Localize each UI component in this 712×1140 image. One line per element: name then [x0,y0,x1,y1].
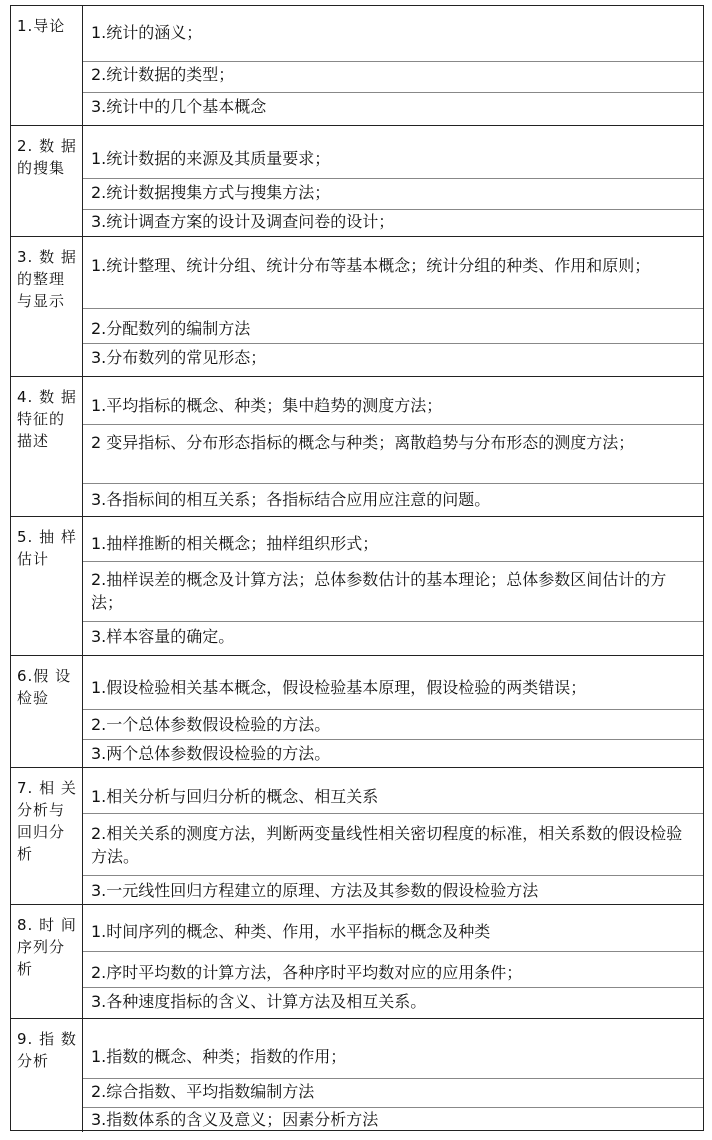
section-1-body [83,6,703,125]
section-5-item-3: 3.样本容量的确定。 [91,627,235,646]
divider [83,951,703,952]
section-8-item-1: 1.时间序列的概念、种类、作用，水平指标的概念及种类 [91,922,491,941]
section-9-item-3: 3.指数体系的含义及意义；因素分析方法 [91,1110,379,1129]
divider [83,561,703,562]
section-7-body [83,768,703,904]
section-5 [11,517,703,656]
section-4-title: 4. 数 据特征的描述 [11,377,83,516]
section-7-item-3: 3.一元线性回归方程建立的原理、方法及其参数的假设检验方法 [91,881,539,900]
section-3-item-1: 1.统计整理、统计分组、统计分布等基本概念；统计分组的种类、作用和原则； [91,256,651,275]
section-6 [11,656,703,768]
section-2-item-1: 1.统计数据的来源及其质量要求； [91,149,331,168]
section-6-body [83,656,703,767]
section-4-item-3: 3.各指标间的相互关系；各指标结合应用应注意的问题。 [91,490,491,509]
section-1-item-2: 2.统计数据的类型； [91,65,235,84]
section-2 [11,126,703,237]
section-1 [11,6,703,126]
section-4-body [83,377,703,516]
section-1-item-1: 1.统计的涵义； [91,23,203,42]
divider [83,343,703,344]
divider [83,92,703,93]
divider [83,1078,703,1079]
section-6-item-2: 2.一个总体参数假设检验的方法。 [91,715,331,734]
section-9-title: 9. 指 数分析 [11,1019,83,1132]
syllabus-table [10,5,704,1131]
section-9-body [83,1019,703,1132]
section-7 [11,768,703,905]
section-8 [11,905,703,1019]
divider [83,178,703,179]
section-3-item-3: 3.分布数列的常见形态； [91,348,267,367]
section-2-body [83,126,703,236]
section-7-title: 7. 相 关分析与回归分析 [11,768,83,904]
section-7-item-2: 2.相关关系的测度方法，判断两变量线性相关密切程度的标准，相关系数的假设检验方法。 [91,824,683,866]
section-3 [11,237,703,377]
section-3-title: 3. 数 据的整理与显示 [11,237,83,376]
section-7-item-1: 1.相关分析与回归分析的概念、相互关系 [91,787,379,806]
section-5-item-1: 1.抽样推断的相关概念；抽样组织形式； [91,534,379,553]
section-3-item-2: 2.分配数列的编制方法 [91,319,251,338]
section-8-title: 8. 时 间序列分析 [11,905,83,1018]
section-2-item-2: 2.统计数据搜集方式与搜集方法； [91,183,331,202]
section-9 [11,1019,703,1132]
section-4-item-1: 1.平均指标的概念、种类；集中趋势的测度方法； [91,396,443,415]
divider [83,709,703,710]
divider [83,621,703,622]
section-2-item-3: 3.统计调查方案的设计及调查问卷的设计； [91,212,395,231]
section-2-title: 2. 数 据的搜集 [11,126,83,236]
divider [83,875,703,876]
divider [83,308,703,309]
section-8-body [83,905,703,1018]
section-9-item-2: 2.综合指数、平均指数编制方法 [91,1082,315,1101]
section-3-body [83,237,703,376]
section-8-item-2: 2.序时平均数的计算方法，各种序时平均数对应的应用条件； [91,963,523,982]
section-4 [11,377,703,517]
section-5-item-2: 2.抽样误差的概念及计算方法；总体参数估计的基本理论；总体参数区间估计的方法； [91,570,667,612]
section-5-title: 5. 抽 样估计 [11,517,83,655]
section-5-body [83,517,703,655]
section-6-item-1: 1.假设检验相关基本概念，假设检验基本原理，假设检验的两类错误； [91,678,587,697]
divider [83,739,703,740]
section-1-item-3: 3.统计中的几个基本概念 [91,97,267,116]
divider [83,483,703,484]
divider [83,813,703,814]
section-6-item-3: 3.两个总体参数假设检验的方法。 [91,744,331,763]
section-8-item-3: 3.各种速度指标的含义、计算方法及相互关系。 [91,992,427,1011]
divider [83,424,703,425]
section-6-title: 6.假 设检验 [11,656,83,767]
section-4-item-2: 2 变异指标、分布形态指标的概念与种类；离散趋势与分布形态的测度方法； [91,433,635,452]
divider [83,61,703,62]
section-9-item-1: 1.指数的概念、种类；指数的作用； [91,1047,347,1066]
divider [83,987,703,988]
section-1-title: 1.导论 [11,6,83,125]
